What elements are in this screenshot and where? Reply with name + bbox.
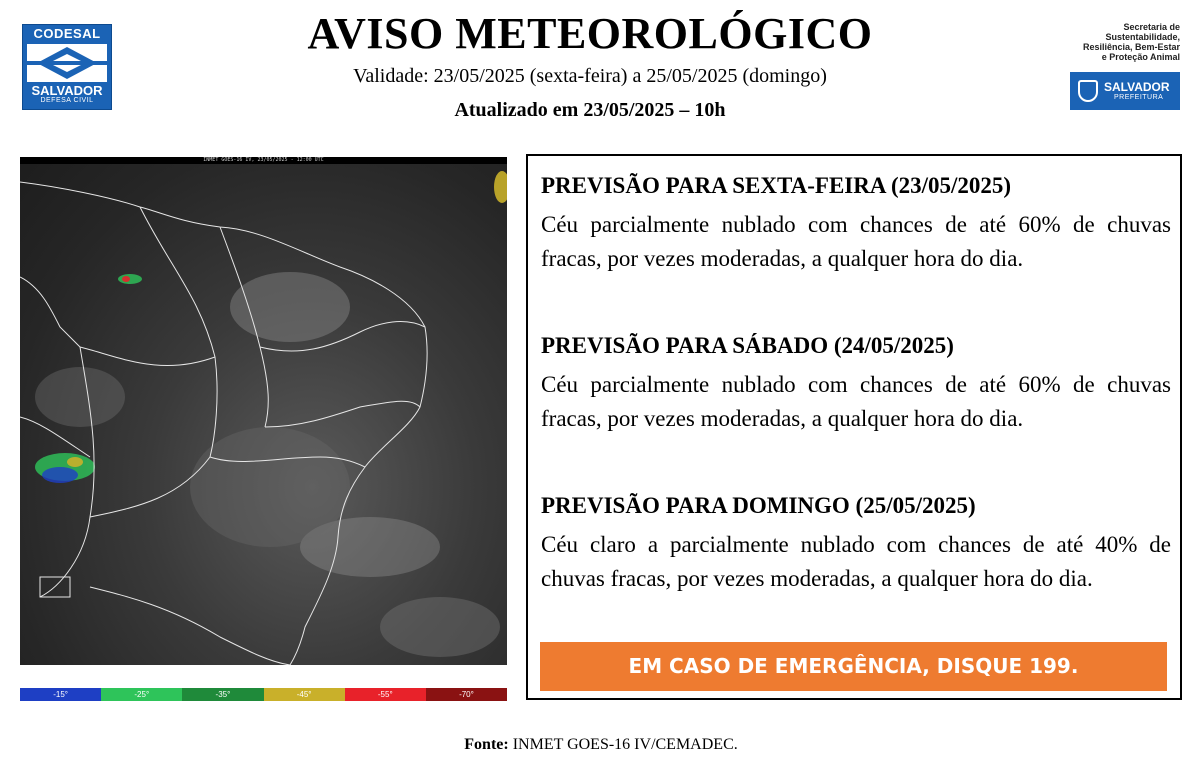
secretaria-line: e Proteção Animal [1101, 52, 1180, 62]
prefeitura-logo [1070, 72, 1180, 110]
satellite-caption: INMET GOES-16 IV, 23/05/2025 - 12:00 UTC [203, 157, 324, 163]
temperature-scale [20, 688, 507, 701]
satellite-map-graphic [20, 157, 507, 665]
scale-label: -15° [53, 690, 68, 699]
secretaria-line: Sustentabilidade, [1105, 32, 1180, 42]
forecast-friday [541, 172, 1171, 276]
prefeitura-brand: SALVADOR [1104, 80, 1170, 94]
source-label: Fonte: [464, 736, 509, 753]
scale-segment [264, 688, 345, 701]
forecast-heading: PREVISÃO PARA SÁBADO (24/05/2025) [541, 333, 954, 358]
satellite-image [20, 157, 507, 665]
codesal-logo [22, 24, 112, 110]
scale-segment [182, 688, 263, 701]
secretaria-line: Secretaria de [1123, 22, 1180, 32]
forecast-text: Céu claro a parcialmente nublado com chances de até 40% de chuvas fracas, por vezes moderadas, a qualquer hora do dia. [541, 532, 1171, 591]
scale-label: -70° [459, 690, 474, 699]
scale-segment [20, 688, 101, 701]
scale-label: -35° [215, 690, 231, 699]
forecast-heading: PREVISÃO PARA SEXTA-FEIRA (23/05/2025) [541, 173, 1012, 198]
forecast-saturday [541, 332, 1171, 436]
city-crest-icon [1078, 80, 1098, 102]
emergency-banner: EM CASO DE EMERGÊNCIA, DISQUE 199. [540, 642, 1167, 691]
source-value: INMET GOES-16 IV/CEMADEC. [512, 736, 738, 753]
secretaria-text [1050, 22, 1180, 62]
forecast-text: Céu parcialmente nublado com chances de até 60% de chuvas fracas, por vezes moderadas, a qualquer hora do dia. [541, 212, 1171, 271]
forecast-text: Céu parcialmente nublado com chances de até 60% de chuvas fracas, por vezes moderadas, a qualquer hora do dia. [541, 372, 1171, 431]
scale-label: -55° [377, 690, 393, 699]
scale-label: -45° [296, 690, 312, 699]
validity-text: Validade: 23/05/2025 (sexta-feira) a 25/05/2025 (domingo) [353, 65, 827, 87]
secretaria-line: Resiliência, Bem-Estar [1082, 42, 1180, 52]
scale-segment [345, 688, 426, 701]
codesal-logo-top-text: CODESAL [33, 26, 101, 41]
scale-label: -25° [134, 690, 150, 699]
source-note [0, 736, 1202, 754]
scale-segment [426, 688, 507, 701]
scale-segment [101, 688, 182, 701]
codesal-logo-sub-text: DEFESA CIVIL [40, 97, 94, 104]
forecast-panel [526, 154, 1182, 700]
forecast-heading: PREVISÃO PARA DOMINGO (25/05/2025) [541, 493, 976, 518]
codesal-logo-bottom-text: SALVADOR [31, 83, 103, 98]
codesal-emblem-icon [27, 44, 107, 82]
prefeitura-sub: PREFEITURA [1114, 94, 1164, 101]
updated-text: Atualizado em 23/05/2025 – 10h [454, 99, 726, 121]
page-title: AVISO METEOROLÓGICO [307, 9, 873, 58]
forecast-sunday [541, 492, 1171, 596]
